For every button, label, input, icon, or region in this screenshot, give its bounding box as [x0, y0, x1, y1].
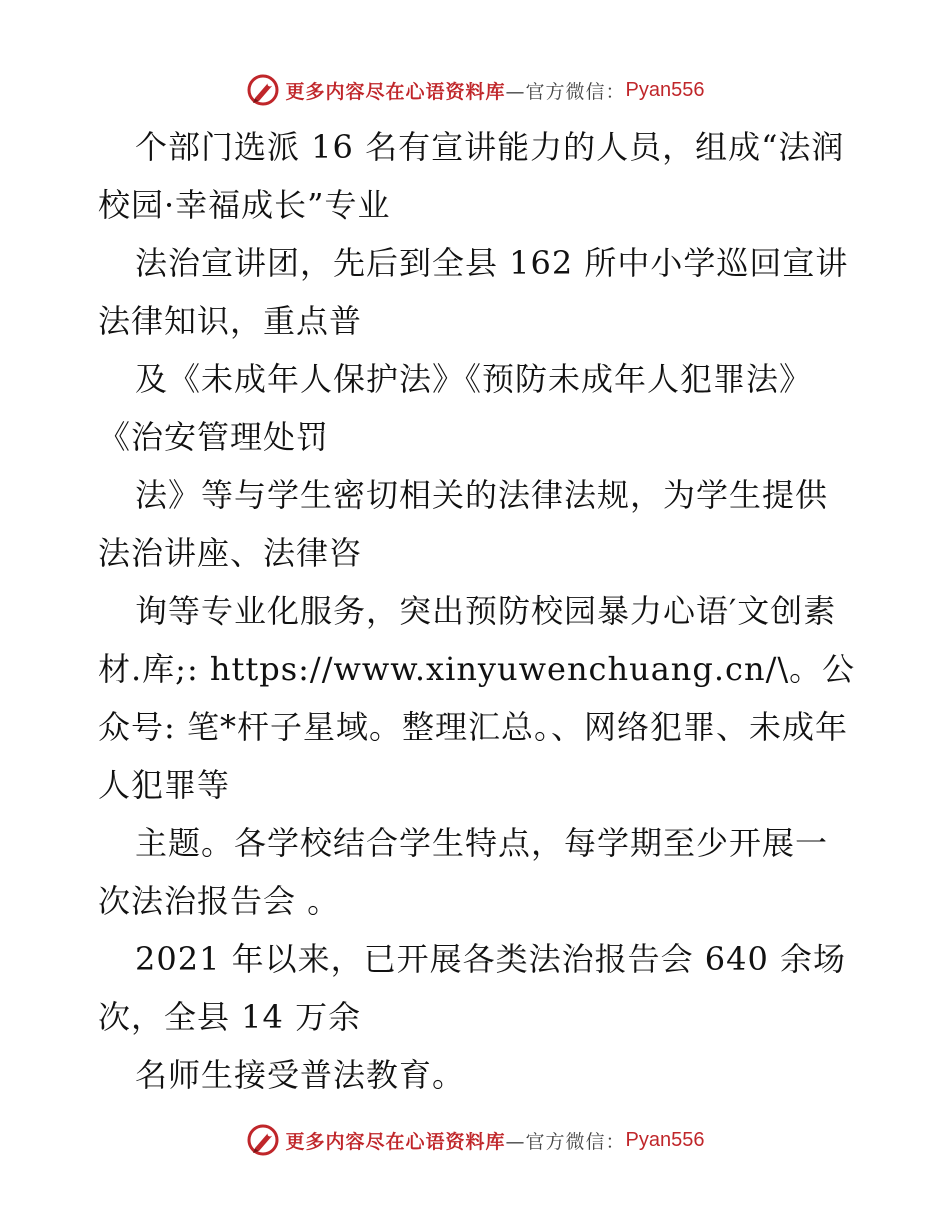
paragraph-7: 2021 年以来，已开展各类法治报告会 640 余场次，全县 14 万余 [98, 940, 847, 1036]
paragraph-4: 法》等与学生密切相关的法律法规，为学生提供法治讲座、法律咨 [98, 476, 829, 572]
footer-separator-text: —官方微信： [505, 1130, 626, 1153]
paragraph-2: 法治宣讲团，先后到全县 162 所中小学巡回宣讲法律知识，重点普 [98, 244, 849, 340]
footer-banner [0, 1120, 950, 1160]
document-body [98, 118, 858, 1104]
header-banner [0, 70, 950, 110]
header-wechat-handle: Pyan556 [625, 78, 705, 101]
paragraph-5: 询等专业化服务，突出预防校园暴力心语′文创素材.库;: https://www.xinyuwenchuang.cn/\。公众号: 笔*杆子星域。整理汇总。、网络犯罪、未成年人犯罪等 [98, 592, 856, 804]
footer-brand-text: 更多内容尽在心语资料库 [285, 1130, 506, 1153]
paragraph-3: 及《未成年人保护法》《预防未成年人犯罪法》《治安管理处罚 [98, 360, 813, 456]
paragraph-6: 主题。各学校结合学生特点，每学期至少开展一次法治报告会 。 [98, 824, 829, 920]
paragraph-1: 个部门选派 16 名有宣讲能力的人员，组成“法润校园·幸福成长”专业 [98, 128, 845, 224]
header-separator-text: —官方微信： [505, 80, 626, 103]
pen-nib-seal-icon [246, 73, 280, 107]
footer-wechat-handle: Pyan556 [625, 1128, 705, 1151]
paragraph-8: 名师生接受普法教育。 [135, 1056, 466, 1094]
header-brand-text: 更多内容尽在心语资料库 [285, 80, 506, 103]
pen-nib-seal-icon [246, 1123, 280, 1157]
